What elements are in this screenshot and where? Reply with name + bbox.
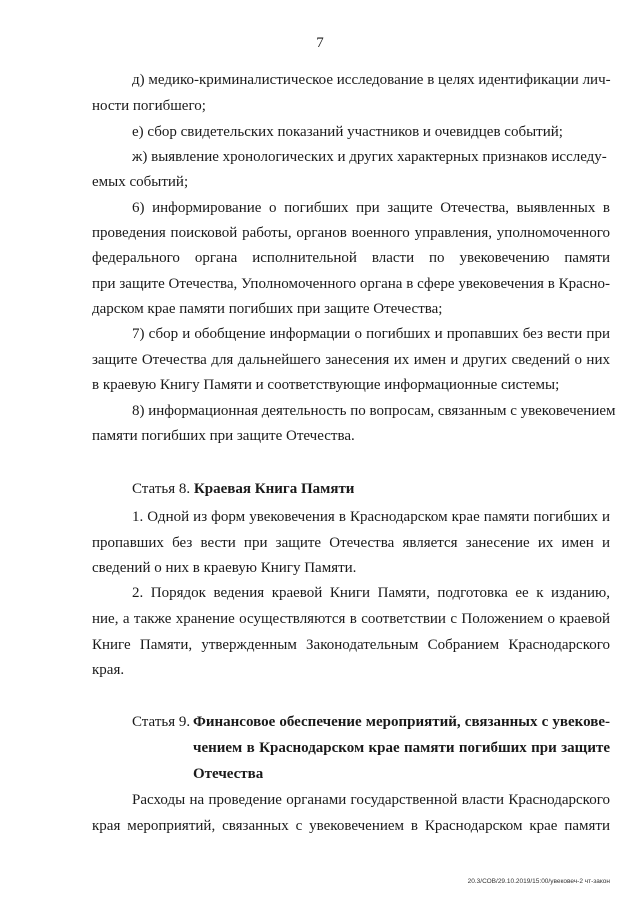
article-8-prefix: Статья 8. [132, 481, 191, 497]
text-line: при защите Отечества, Уполномоченного органа в сфере увековечения в Красно- [92, 276, 610, 292]
text-line: края. [92, 662, 125, 678]
text-line: 8) информационная деятельность по вопросам, связанным с увековечением [132, 403, 616, 419]
text-line: Расходы на проведение органами государственной власти Краснодарского [132, 792, 610, 808]
text-line: проведения поисковой работы, органов военного управления, уполномоченного [92, 225, 610, 241]
article-8-title: Краевая Книга Памяти [193, 481, 355, 497]
text-line: 1. Одной из форм увековечения в Краснодарском крае памяти погибших и [132, 509, 610, 525]
text-line: памяти погибших при защите Отечества. [92, 428, 355, 444]
text-line: е) сбор свидетельских показаний участников и очевидцев событий; [132, 124, 563, 140]
page-number: 7 [316, 35, 324, 51]
article-9-title-line: Финансовое обеспечение мероприятий, связанных с увекове- [193, 714, 610, 730]
text-line: края мероприятий, связанных с увековечением в Краснодарском крае памяти [92, 818, 610, 834]
text-line: 6) информирование о погибших при защите Отечества, выявленных в [132, 200, 610, 216]
text-line: д) медико-криминалистическое исследование в целях идентификации лич- [132, 72, 611, 88]
text-line: емых событий; [92, 174, 189, 190]
text-line: ж) выявление хронологических и других характерных признаков исследу- [132, 149, 607, 165]
text-line: сведений о них в краевую Книгу Памяти. [92, 560, 357, 576]
text-line: 7) сбор и обобщение информации о погибших и пропавших без вести при [132, 326, 610, 342]
article-9-title-line: чением в Краснодарском крае памяти погибших при защите [193, 740, 610, 756]
text-line: Книге Памяти, утвержденным Законодательным Собранием Краснодарского [92, 637, 610, 653]
text-line: защите Отечества для дальнейшего занесения их имен и других сведений о них [92, 352, 610, 368]
text-line: пропавших без вести при защите Отечества является занесение их имен и [92, 535, 610, 551]
text-line: 2. Порядок ведения краевой Книги Памяти, подготовка ее к изданию, [132, 585, 610, 601]
text-line: ние, а также хранение осуществляются в соответствии с Положением о краевой [92, 611, 610, 627]
article-8-heading [92, 479, 610, 499]
footer-code: 20.3/СОВ/29.10.2019/15:00/увековеч-2 чт-закон [467, 878, 610, 885]
article-9-prefix: Статья 9. [132, 714, 191, 730]
article-9-title-line: Отечества [193, 766, 264, 782]
text-line: дарском крае памяти погибших при защите Отечества; [92, 301, 443, 317]
text-line: в краевую Книгу Памяти и соответствующие информационные системы; [92, 377, 560, 393]
text-line: ности погибшего; [92, 98, 206, 114]
text-line: федерального органа исполнительной власти по увековечению памяти [92, 250, 610, 266]
